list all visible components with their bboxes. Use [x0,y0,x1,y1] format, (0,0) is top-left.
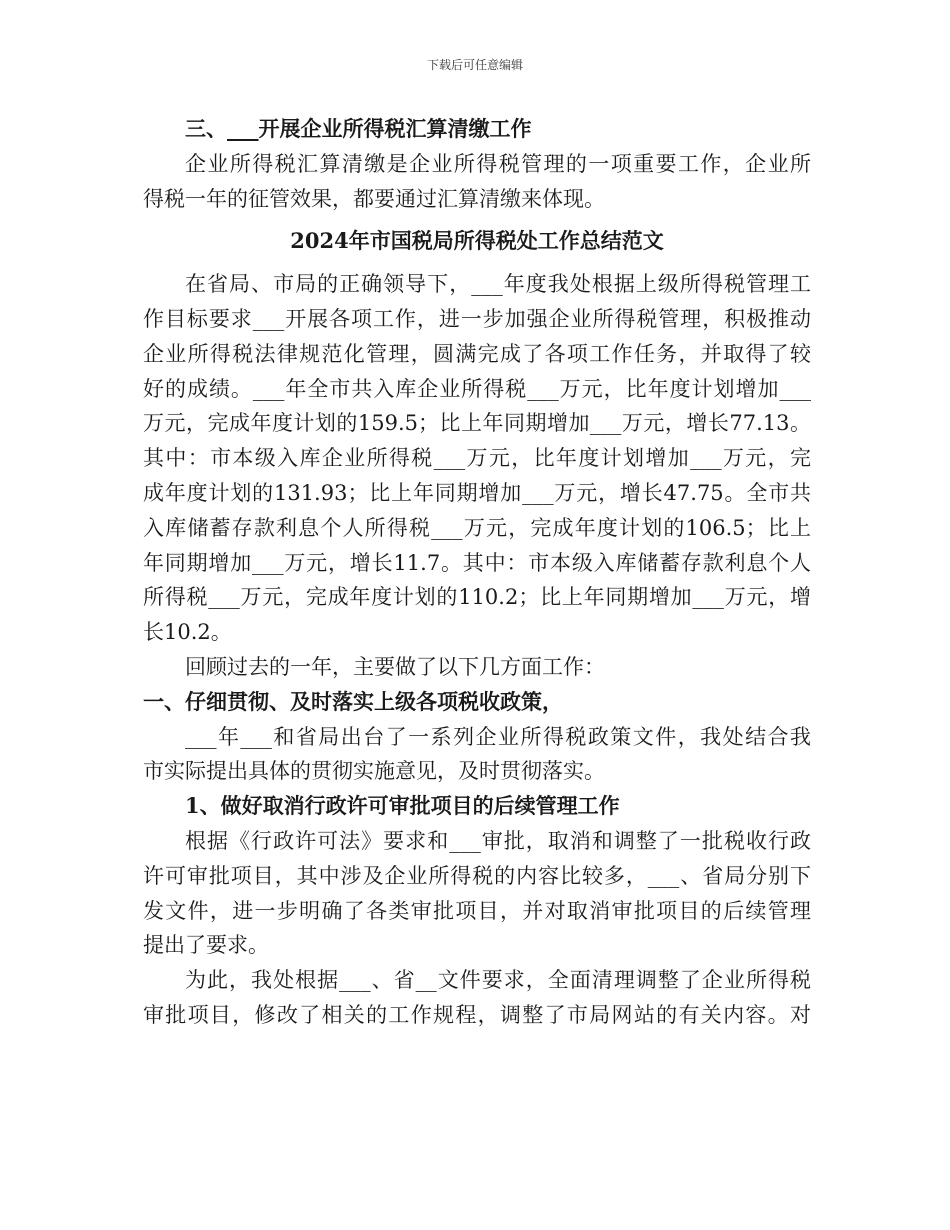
document-body [143,112,811,1033]
paragraph-line: 所得税___万元，完成年度计划的110.2；比上年同期增加___万元，增 [143,585,811,610]
subsection-heading: 1、做好取消行政许可审批项目的后续管理工作 [185,793,620,819]
paragraph-line: 好的成绩。___年全市共入库企业所得税___万元，比年度计划增加___ [143,376,811,401]
page-header: 下载后可任意编辑 [426,58,523,72]
paragraph-line: 入库储蓄存款利息个人所得税___万元，完成年度计划的106.5；比上 [143,515,811,540]
paragraph-line: 其中：市本级入库企业所得税___万元，比年度计划增加___万元，完 [143,446,811,471]
paragraph-line: 发文件，进一步明确了各类审批项目，并对取消审批项目的后续管理 [143,898,811,923]
paragraph-line: 作目标要求___开展各项工作，进一步加强企业所得税管理，积极推动 [143,306,811,331]
paragraph-line: 许可审批项目，其中涉及企业所得税的内容比较多，___、省局分别下 [143,863,811,888]
review-paragraph: 回顾过去的一年，主要做了以下几方面工作： [185,654,605,679]
paragraph-line: 提出了要求。 [143,933,269,958]
document-title: 2024年市国税局所得税处工作总结范文 [290,228,664,254]
paragraph-line: 审批项目，修改了相关的工作规程，调整了市局网站的有关内容。对 [143,1002,811,1027]
paragraph-line: 在省局、市局的正确领导下，___年度我处根据上级所得税管理工 [185,272,811,297]
paragraph-line: 得税一年的征管效果，都要通过汇算清缴来体现。 [143,186,605,211]
section-three-heading: 三、___开展企业所得税汇算清缴工作 [185,116,532,141]
paragraph-line: 企业所得税汇算清缴是企业所得税管理的一项重要工作，企业所 [185,151,811,176]
paragraph-line: ___年___和省局出台了一系列企业所得税政策文件，我处结合我 [185,724,811,749]
paragraph-line: 长10.2。 [143,620,232,645]
paragraph-line: 企业所得税法律规范化管理，圆满完成了各项工作任务，并取得了较 [143,341,811,366]
paragraph-line: 为此，我处根据___、省__文件要求，全面清理调整了企业所得税 [185,968,811,993]
paragraph-line: 市实际提出具体的贯彻实施意见，及时贯彻落实。 [143,759,605,784]
paragraph-line: 根据《行政许可法》要求和___审批，取消和调整了一批税收行政 [185,828,811,853]
paragraph-line: 万元，完成年度计划的159.5；比上年同期增加___万元，增长77.13。 [143,411,811,436]
paragraph-line: 年同期增加___万元，增长11.7。其中：市本级入库储蓄存款利息个人 [143,550,811,575]
section-one-heading: 一、仔细贯彻、及时落实上级各项税收政策， [143,688,563,714]
paragraph-line: 成年度计划的131.93；比上年同期增加___万元，增长47.75。全市共 [143,480,811,505]
